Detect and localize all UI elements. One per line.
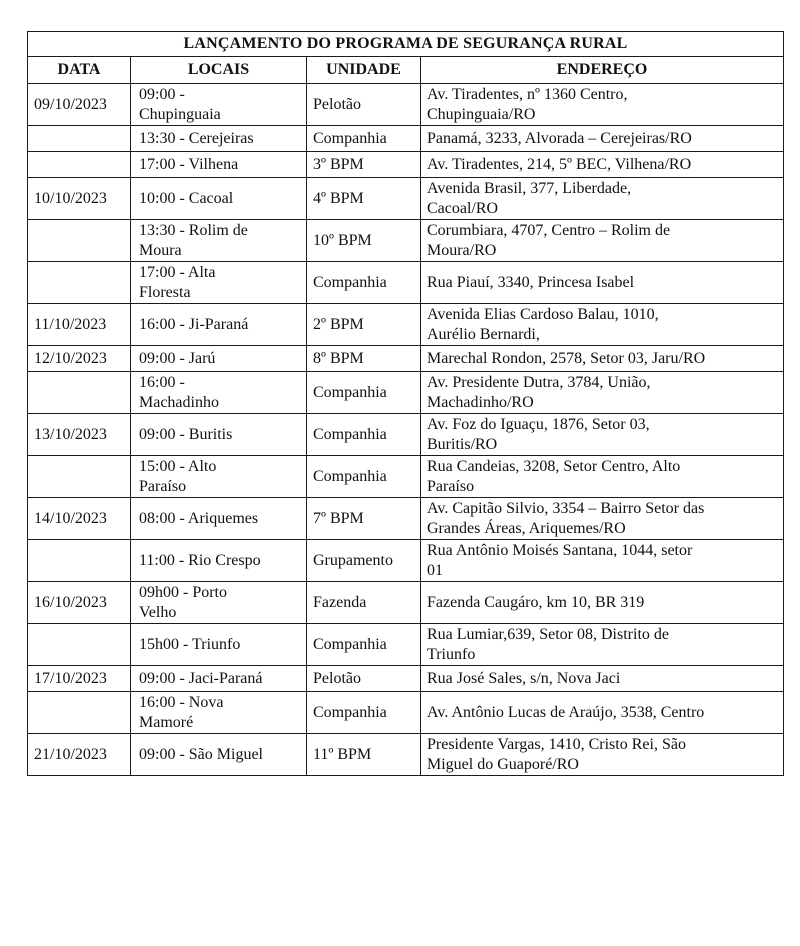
row-address: Av. Foz do Iguaçu, 1876, Setor 03, Buritis/RO (421, 414, 784, 456)
row-unit: 10º BPM (307, 220, 421, 262)
row-unit: 2º BPM (307, 304, 421, 346)
row-date: 14/10/2023 (28, 498, 131, 540)
row-unit: Pelotão (307, 666, 421, 692)
table-row (28, 692, 784, 734)
row-date (28, 152, 131, 178)
row-date (28, 262, 131, 304)
row-date (28, 220, 131, 262)
row-unit: 7º BPM (307, 498, 421, 540)
row-address: Rua José Sales, s/n, Nova Jaci (421, 666, 784, 692)
table-row (28, 346, 784, 372)
table-row (28, 624, 784, 666)
row-date (28, 692, 131, 734)
row-address: Corumbiara, 4707, Centro – Rolim de Moura/RO (421, 220, 784, 262)
table-row (28, 540, 784, 582)
row-date (28, 126, 131, 152)
row-date: 13/10/2023 (28, 414, 131, 456)
row-date (28, 372, 131, 414)
row-location: 10:00 - Cacoal (131, 178, 307, 220)
table-row (28, 456, 784, 498)
row-unit: 3º BPM (307, 152, 421, 178)
row-unit: Companhia (307, 624, 421, 666)
row-unit: Companhia (307, 414, 421, 456)
table-row (28, 84, 784, 126)
col-header-endereco: ENDEREÇO (421, 57, 784, 84)
row-date (28, 456, 131, 498)
row-location: 16:00 - Ji-Paraná (131, 304, 307, 346)
table-row (28, 126, 784, 152)
row-unit: 8º BPM (307, 346, 421, 372)
row-unit: Companhia (307, 262, 421, 304)
col-header-locais: LOCAIS (131, 57, 307, 84)
row-unit: 11º BPM (307, 734, 421, 776)
col-header-date: DATA (28, 57, 131, 84)
row-date: 16/10/2023 (28, 582, 131, 624)
schedule-sheet (27, 31, 783, 776)
row-date: 21/10/2023 (28, 734, 131, 776)
header-row (28, 57, 784, 84)
table-row (28, 220, 784, 262)
table-row (28, 178, 784, 220)
table-title: LANÇAMENTO DO PROGRAMA DE SEGURANÇA RURAL (28, 32, 784, 57)
row-address: Rua Antônio Moisés Santana, 1044, setor 01 (421, 540, 784, 582)
row-date: 10/10/2023 (28, 178, 131, 220)
col-header-unidade: UNIDADE (307, 57, 421, 84)
row-date: 09/10/2023 (28, 84, 131, 126)
row-address: Av. Antônio Lucas de Araújo, 3538, Centro (421, 692, 784, 734)
row-address: Avenida Brasil, 377, Liberdade, Cacoal/RO (421, 178, 784, 220)
row-unit: Companhia (307, 692, 421, 734)
row-address: Rua Piauí, 3340, Princesa Isabel (421, 262, 784, 304)
row-location: 09:00 - Jaci-Paraná (131, 666, 307, 692)
row-unit: 4º BPM (307, 178, 421, 220)
table-row (28, 262, 784, 304)
row-location: 09:00 - Jarú (131, 346, 307, 372)
row-location: 09:00 - São Miguel (131, 734, 307, 776)
row-location: 17:00 - Vilhena (131, 152, 307, 178)
row-location: 17:00 - Alta Floresta (131, 262, 307, 304)
row-address: Rua Lumiar,639, Setor 08, Distrito de Triunfo (421, 624, 784, 666)
row-location: 09:00 - Buritis (131, 414, 307, 456)
row-address: Fazenda Caugáro, km 10, BR 319 (421, 582, 784, 624)
row-date (28, 540, 131, 582)
table-row (28, 734, 784, 776)
table-row (28, 304, 784, 346)
row-date: 11/10/2023 (28, 304, 131, 346)
title-row (28, 32, 784, 57)
row-unit: Companhia (307, 126, 421, 152)
row-unit: Companhia (307, 456, 421, 498)
row-location: 15:00 - Alto Paraíso (131, 456, 307, 498)
row-location: 16:00 - Nova Mamoré (131, 692, 307, 734)
row-date: 17/10/2023 (28, 666, 131, 692)
row-location: 09h00 - Porto Velho (131, 582, 307, 624)
row-location: 15h00 - Triunfo (131, 624, 307, 666)
table-row (28, 152, 784, 178)
row-date: 12/10/2023 (28, 346, 131, 372)
row-address: Panamá, 3233, Alvorada – Cerejeiras/RO (421, 126, 784, 152)
table-row (28, 498, 784, 540)
row-location: 13:30 - Rolim de Moura (131, 220, 307, 262)
row-address: Marechal Rondon, 2578, Setor 03, Jaru/RO (421, 346, 784, 372)
table-row (28, 372, 784, 414)
row-address: Av. Tiradentes, nº 1360 Centro, Chupinguaia/RO (421, 84, 784, 126)
row-address: Presidente Vargas, 1410, Cristo Rei, São Miguel do Guaporé/RO (421, 734, 784, 776)
row-date (28, 624, 131, 666)
row-location: 16:00 - Machadinho (131, 372, 307, 414)
table-row (28, 582, 784, 624)
table-body (28, 84, 784, 776)
table-row (28, 666, 784, 692)
row-unit: Grupamento (307, 540, 421, 582)
row-unit: Pelotão (307, 84, 421, 126)
row-unit: Companhia (307, 372, 421, 414)
schedule-table (27, 31, 784, 776)
row-location: 08:00 - Ariquemes (131, 498, 307, 540)
row-address: Av. Capitão Silvio, 3354 – Bairro Setor das Grandes Áreas, Ariquemes/RO (421, 498, 784, 540)
row-location: 09:00 - Chupinguaia (131, 84, 307, 126)
row-address: Rua Candeias, 3208, Setor Centro, Alto Paraíso (421, 456, 784, 498)
row-location: 13:30 - Cerejeiras (131, 126, 307, 152)
row-unit: Fazenda (307, 582, 421, 624)
row-address: Av. Tiradentes, 214, 5º BEC, Vilhena/RO (421, 152, 784, 178)
row-address: Av. Presidente Dutra, 3784, União, Machadinho/RO (421, 372, 784, 414)
row-location: 11:00 - Rio Crespo (131, 540, 307, 582)
table-row (28, 414, 784, 456)
row-address: Avenida Elias Cardoso Balau, 1010, Aurélio Bernardi, (421, 304, 784, 346)
